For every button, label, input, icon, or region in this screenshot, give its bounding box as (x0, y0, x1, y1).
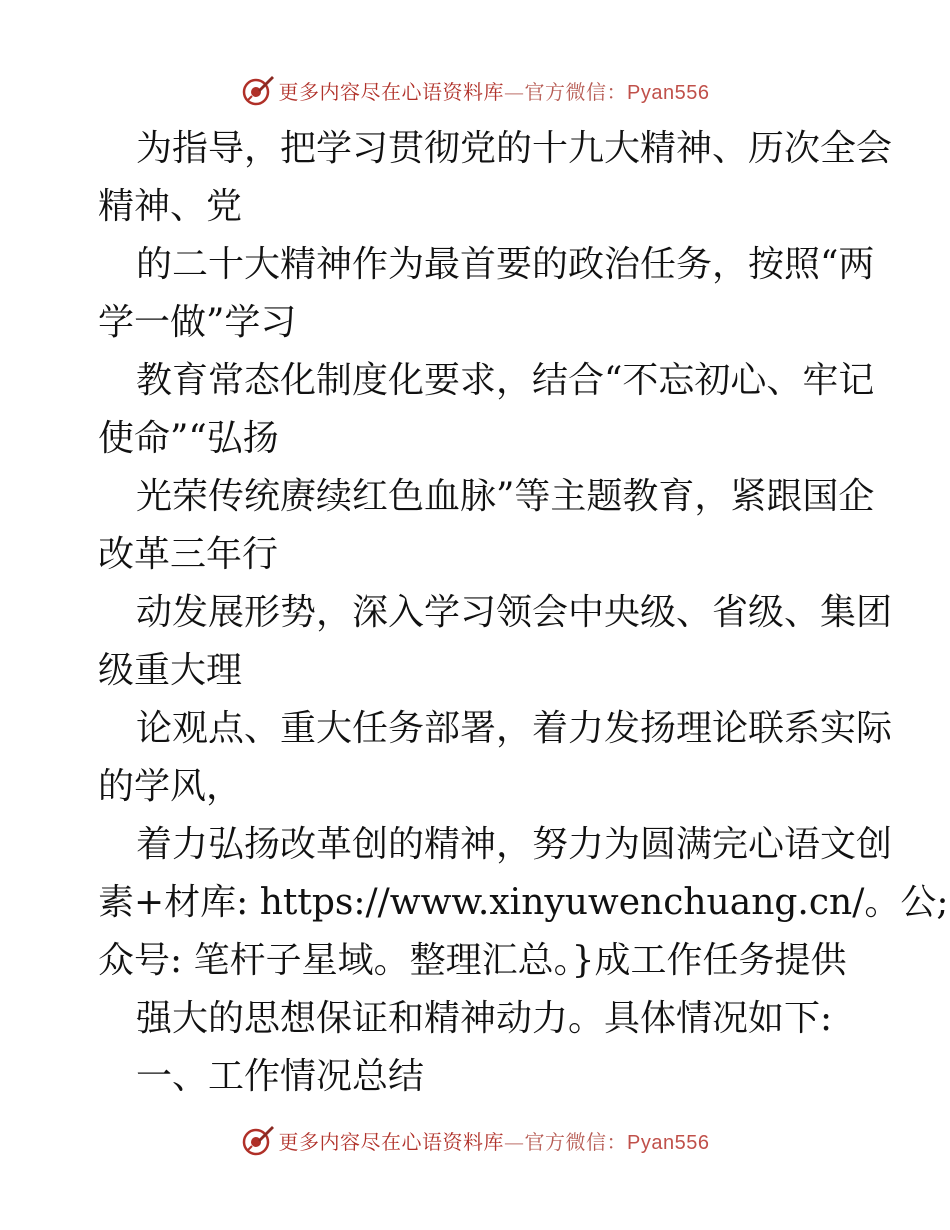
banner-wechat-id: Pyan556 (627, 1131, 710, 1154)
text-line: 强大的思想保证和精神动力。具体情况如下: (136, 998, 833, 1039)
banner-wechat-id: Pyan556 (627, 81, 710, 104)
banner-title: 更多内容尽在心语资料库 (278, 79, 505, 104)
text-line: 的学风， (98, 766, 243, 807)
text-line: 精神、党 (98, 186, 243, 227)
text-line: 着力弘扬改革创的精神，努力为圆满完心语文创 (136, 824, 893, 865)
header-banner (0, 70, 950, 110)
banner-wechat-label: 官方微信： (524, 1129, 628, 1154)
text-line: 动发展形势，深入学习领会中央级、省级、集团 (136, 592, 893, 633)
text-line: 众号: 笔杆子星域。整理汇总。}成工作任务提供 (98, 940, 847, 981)
text-line-url: 素+材库: https://www.xinyuwenchuang.cn/。公; (98, 882, 949, 923)
footer-banner (0, 1120, 950, 1160)
text-line: 的二十大精神作为最首要的政治任务，按照“两 (136, 244, 875, 285)
banner-wechat-label: 官方微信： (524, 79, 628, 104)
text-line: 为指导，把学习贯彻党的十九大精神、历次全会 (136, 128, 893, 169)
text-line: 学一做”学习 (98, 302, 297, 343)
banner-separator: — (504, 1129, 525, 1154)
text-line: 论观点、重大任务部署，着力发扬理论联系实际 (136, 708, 893, 749)
document-body (98, 120, 949, 1106)
text-line: 级重大理 (98, 650, 243, 691)
text-line: 光荣传统赓续红色血脉”等主题教育，紧跟国企 (136, 476, 875, 517)
text-line: 改革三年行 (98, 534, 279, 575)
section-heading: 一、工作情况总结 (136, 1056, 425, 1097)
pen-logo-icon (241, 73, 275, 107)
banner-separator: — (504, 79, 525, 104)
text-line: 使命”“弘扬 (98, 418, 279, 459)
pen-logo-icon (241, 1123, 275, 1157)
banner-text (279, 76, 710, 105)
banner-title: 更多内容尽在心语资料库 (278, 1129, 505, 1154)
banner-text (279, 1126, 710, 1155)
text-line: 教育常态化制度化要求，结合“不忘初心、牢记 (136, 360, 875, 401)
